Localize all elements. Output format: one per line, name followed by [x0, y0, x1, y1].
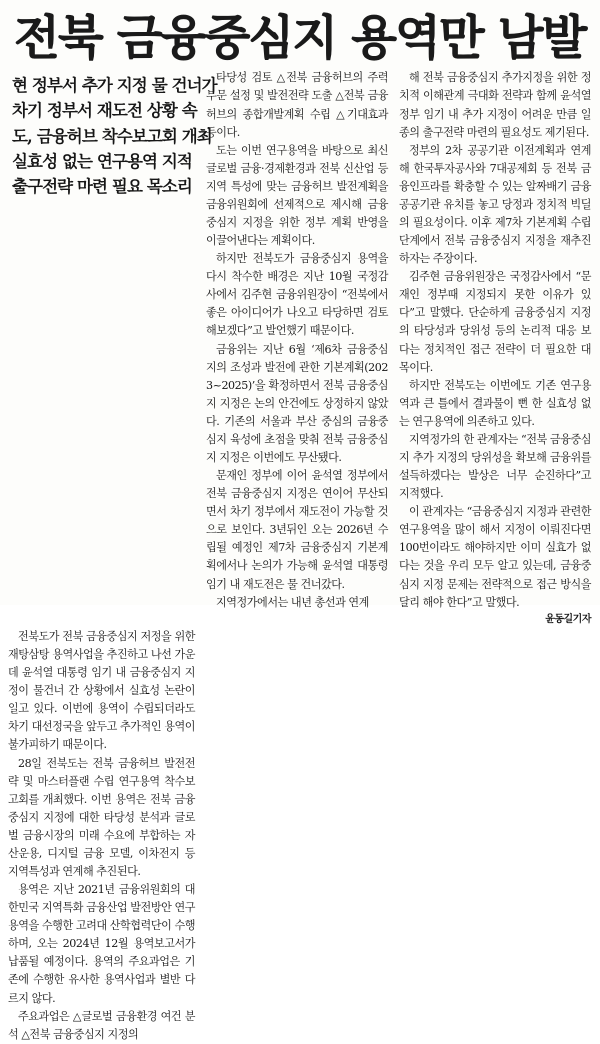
- subheadline-line-4: 실효성 없는 연구용역 지적: [12, 151, 192, 171]
- paragraph: 지역정가에서는 내년 총선과 연계: [215, 595, 369, 609]
- article-column-2: [204, 69, 397, 611]
- subheadline-line-2: 차기 정부서 재도전 상황 속: [12, 101, 197, 121]
- subheadline-line-1: 현 정부서 추가 지정 물 건너가: [12, 76, 217, 96]
- article-headline: 전북 금융중심지 용역만 남발: [14, 11, 586, 66]
- article-subheadline: [8, 69, 217, 198]
- column-1-body-wrap: [0, 628, 600, 1044]
- subheadline-line-3: 도, 금융허브 착수보고회 개최: [12, 126, 212, 146]
- paragraph: 정부의 2차 공공기관 이전계획과 연계해 한국투자공사와 7대공제회 등 전북 금융인프라를 확충할 수 있는 알짜배기 금융공공기관 유치를 놓고 당정과 정치적 빅딜의 필요성이다. 이후 제7차 기본계획 수립단계에서 전북 금융중심지 지정을 재추진하자는 주장이다.: [399, 143, 591, 266]
- paragraph: 하지만 전북도는 이번에도 기존 연구용역과 큰 틀에서 결과물이 뻔 한 실효성 없는 연구용역에 의존하고 있다.: [399, 378, 591, 428]
- paragraph: 이 관계자는 “금융중심지 지정과 관련한 연구용역을 많이 해서 지정이 이뤄진다면 100번이라도 해야하지만 이미 실효가 없다는 것을 우리 모두 알고 있는데, 금융중심지 지정 문제는 전략적으로 접근 방식을 달리 해야 한다”고 말했다.: [399, 505, 591, 609]
- subheadline-line-5: 출구전략 마련 필요 목소리: [12, 176, 192, 196]
- paragraph: 전북도가 전북 금융중심지 저정을 위한 재탕삼탕 용역사업을 추진하고 나선 가운데 윤석열 대통령 임기 내 금융중심지 지정이 물건너 간 상황에서 실효성 논란이 일고 있다. 이번에 용역이 수립되더라도 차기 대선정국을 앞두고 추가적인 용역이 불가피하기 때문이다.: [8, 629, 195, 752]
- article-byline: 윤동길기자: [545, 613, 591, 625]
- article-column-1: [8, 628, 204, 1044]
- paragraph: 용역은 지난 2021년 금융위원회의 대한민국 지역특화 금융산업 발전방안 연구용역을 수행한 고려대 산학협력단이 수행하며, 오는 2024년 12월 용역보고서가 납품될 예정이다. 용역의 주요과업은 기존에 수행한 유사한 용역사업과 별반 다르지 않다.: [8, 883, 195, 1005]
- paragraph: 하지만 전북도가 금융중심지 용역을 다시 착수한 배경은 지난 10월 국정감사에서 김주현 금융위원장이 “전북에서 좋은 아이디어가 나오고 타당하면 검토해보겠다”고 발언했기 때문이다.: [206, 252, 388, 338]
- paragraph: 지역정가의 한 관계자는 “전북 금융중심지 추가 지정의 당위성을 확보해 금융위를 설득하겠다는 발상은 너무 순진하다”고 지적했다.: [399, 432, 591, 501]
- paragraph: 김주현 금융위원장은 국정감사에서 “문재인 정부때 지정되지 못한 이유가 있다”고 말했다. 단순하게 금융중심지 지정의 타당성과 당위성 등의 논리적 대응 보다는 정치적인 접근 전략이 더 필요한 대목이다.: [399, 270, 591, 374]
- paragraph: 금융위는 지난 6월 ‘제6차 금융중심지의 조성과 발전에 관한 기본계획(2023~2025)’을 확정하면서 전북 금융중심지 지정은 논의 안건에도 상정하지 않았다. 기존의 서울과 부산 중심의 금융중심지 육성에 초점을 맞춰 전북 금융중심지 지정은 이번에도 무산됐다.: [206, 342, 388, 464]
- paragraph: 타당성 검토 △전북 금융허브의 주력부문 설정 및 발전전략 도출 △전북 금융허브의 종합개발계획 수립 △기대효과 등이다.: [206, 71, 388, 139]
- article-column-3: [397, 69, 591, 628]
- paragraph: 28일 전북도는 전북 금융허브 발전전략 및 마스터플랜 수립 연구용역 착수보고회를 개최했다. 이번 용역은 전북 금융중심지 지정에 대한 타당성 분석과 글로벌 금융시장의 미래 수요에 부합하는 자산운용, 디지털 금융 모델, 이차전지 등 지역특성과 연계해 추진된다.: [8, 756, 195, 878]
- paragraph: 해 전북 금융중심지 추가지정을 위한 정치적 이해관계 극대화 전략과 함께 윤석열 정부 임기 내 추가 지정이 어려운 만큼 일종의 출구전략 마련의 필요성도 제기된다.: [399, 71, 591, 139]
- paragraph: 문재인 정부에 이어 윤석열 정부에서 전북 금융중심지 지정은 연이어 무산되면서 차기 정부에서 재도전이 가능할 것으로 보인다. 3년뒤인 오는 2026년 수립될 예정인 제7차 금융중심지 기본계획에서나 논의가 가능해 윤석열 대통령 임기 내 재도전은 물 건너갔다.: [206, 469, 388, 591]
- subheadline-and-columns-top: [0, 69, 600, 628]
- paragraph: 도는 이번 연구용역을 바탕으로 최신 글로벌 금융·경제환경과 전북 신산업 등 지역 특성에 맞는 금융허브 발전계획을 금융위원회에 선제적으로 제시해 금융중심지 지정을 위한 정부 계획 반영을 이끌어낸다는 계획이다.: [206, 143, 388, 248]
- paragraph: 주요과업은 △글로벌 금융환경 여건 분석 △전북 금융중심지 지정의: [8, 1009, 195, 1041]
